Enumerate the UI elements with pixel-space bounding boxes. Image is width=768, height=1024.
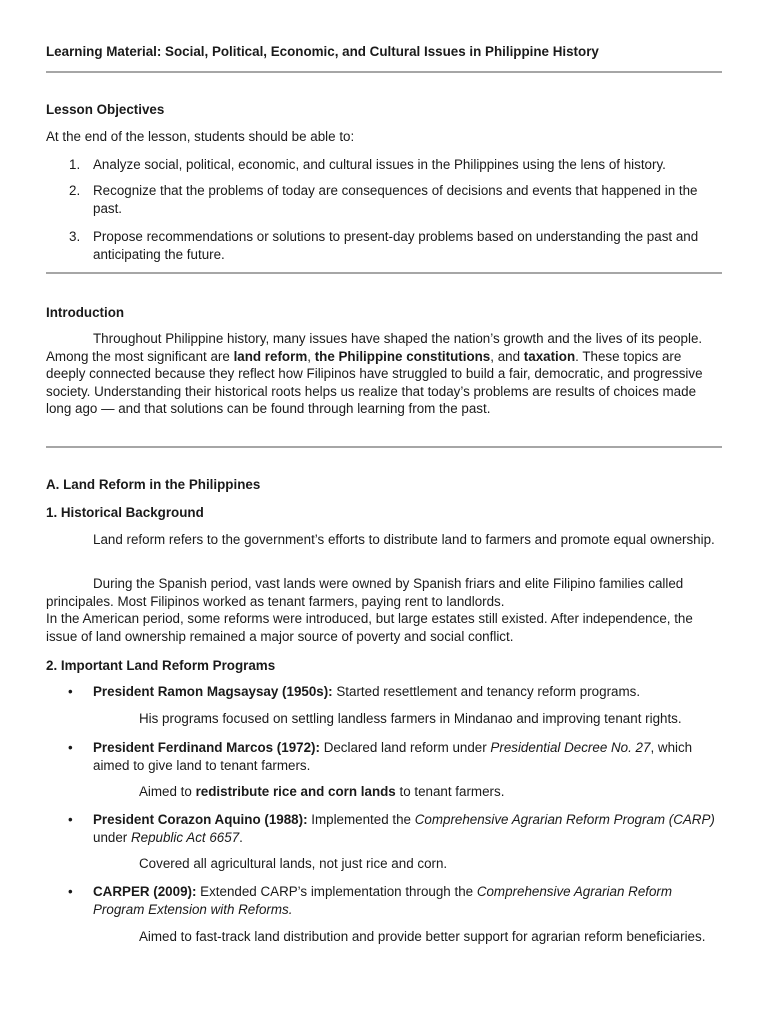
objective-text: Recognize that the problems of today are consequences of decisions and events that happened in the past. xyxy=(93,183,698,216)
objective-text: Analyze social, political, economic, and cultural issues in the Philippines using the lens of history. xyxy=(93,157,666,172)
program-text: President Ferdinand Marcos (1972): Declared land reform under Presidential Decree No. 27, which aimed to give land to tenant farmers. xyxy=(93,740,693,773)
divider xyxy=(46,446,722,448)
term-taxation: taxation xyxy=(523,348,576,364)
objective-item xyxy=(46,182,722,220)
introduction-heading: Introduction xyxy=(46,305,125,320)
objective-number: 3. xyxy=(69,229,81,244)
objective-item xyxy=(46,156,722,176)
bullet: • xyxy=(68,740,73,755)
objective-item xyxy=(46,228,722,266)
objective-text: Propose recommendations or solutions to present-day problems based on understanding the past and anticipating the future. xyxy=(93,229,699,262)
program-text: President Corazon Aquino (1988): Implemented the Comprehensive Agrarian Reform Program (CARP) under Republic Act 6657. xyxy=(93,812,715,845)
objectives-heading: Lesson Objectives xyxy=(46,102,165,117)
program-detail: Aimed to fast-track land distribution and provide better support for agrarian reform beneficiaries. xyxy=(139,929,706,944)
program-text: President Ramon Magsaysay (1950s): Started resettlement and tenancy reform programs. xyxy=(93,684,641,699)
background-paragraph: During the Spanish period, vast lands were owned by Spanish friars and elite Filipino families called principales. Most Filipinos worked as tenant farmers, paying rent to landlords. In the American period, some reforms were introduced, but large estates still existed. After independence, the issue of land ownership remained a major source of poverty and social conflict. xyxy=(46,576,693,644)
subsection-heading: 2. Important Land Reform Programs xyxy=(46,658,276,673)
objectives-intro: At the end of the lesson, students should be able to: xyxy=(46,129,355,144)
list-item xyxy=(46,739,722,805)
background-paragraph: Land reform refers to the government’s efforts to distribute land to farmers and promote equal ownership. xyxy=(93,532,715,547)
bullet: • xyxy=(68,812,73,827)
term-land-reform: land reform xyxy=(233,348,308,364)
document-title: Learning Material: Social, Political, Economic, and Cultural Issues in Philippine History xyxy=(46,44,599,59)
introduction-paragraph: Throughout Philippine history, many issues have shaped the nation’s growth and the lives of its people. Among the most significant are land reform, the Philippine constitutions, and taxation. These topics are deeply connected because they reflect how Filipinos have struggled to build a fair, democratic, and progressive society. Understanding their historical roots helps us realize that today’s problems are results of choices made long ago — and that solutions can be found through learning from the past. xyxy=(46,331,703,417)
section-heading: A. Land Reform in the Philippines xyxy=(46,477,261,492)
program-detail: His programs focused on settling landless farmers in Mindanao and improving tenant rights. xyxy=(139,711,682,726)
program-detail: Aimed to redistribute rice and corn lands to tenant farmers. xyxy=(139,784,505,799)
program-text: CARPER (2009): Extended CARP’s implementation through the Comprehensive Agrarian Reform Program Extension with Reforms. xyxy=(93,884,673,917)
objective-number: 1. xyxy=(69,157,81,172)
list-item xyxy=(46,683,722,733)
objective-number: 2. xyxy=(69,183,81,198)
bullet: • xyxy=(68,684,73,699)
term-constitutions: the Philippine constitutions xyxy=(314,348,491,364)
divider xyxy=(46,71,722,73)
list-item xyxy=(46,811,722,877)
bullet: • xyxy=(68,884,73,899)
divider xyxy=(46,272,722,274)
program-detail: Covered all agricultural lands, not just rice and corn. xyxy=(139,856,448,871)
list-item xyxy=(46,883,722,968)
subsection-heading: 1. Historical Background xyxy=(46,505,204,520)
